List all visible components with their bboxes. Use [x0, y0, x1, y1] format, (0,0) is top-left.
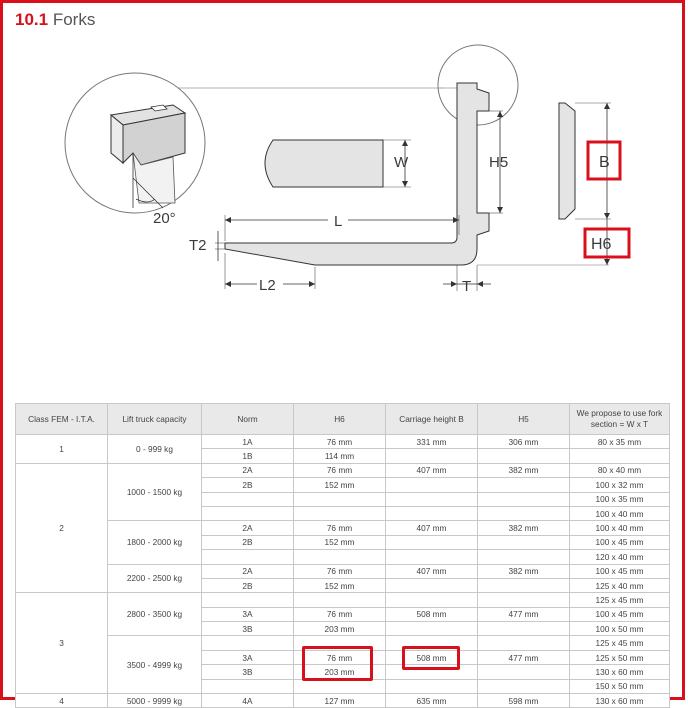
cell-h5: 306 mm — [478, 435, 570, 449]
cell-h5 — [478, 478, 570, 492]
cell-capacity: 1000 - 1500 kg — [108, 463, 202, 521]
table-row — [16, 463, 670, 477]
cell-capacity: 0 - 999 kg — [108, 435, 202, 464]
l2-label: L2 — [259, 277, 276, 294]
cell-carriage: 508 mm — [386, 607, 478, 621]
cell-section: 150 x 50 mm — [570, 679, 670, 693]
cell-norm: 2B — [202, 578, 294, 592]
cell-h6 — [294, 506, 386, 520]
cell-h5: 382 mm — [478, 521, 570, 535]
cell-capacity: 2200 - 2500 kg — [108, 564, 202, 593]
carriage-value-highlight — [402, 646, 460, 670]
cell-h5 — [478, 578, 570, 592]
h5-label: H5 — [489, 154, 509, 171]
section-name: Forks — [52, 10, 96, 29]
header-norm: Norm — [202, 404, 294, 435]
cell-h6 — [294, 492, 386, 506]
cell-section: 100 x 50 mm — [570, 622, 670, 636]
header-h5: H5 — [478, 404, 570, 435]
cell-h6: 76 mm — [294, 564, 386, 578]
header-h6: H6 — [294, 404, 386, 435]
cell-norm: 1A — [202, 435, 294, 449]
cell-h6: 203 mm — [294, 665, 386, 679]
cell-h6 — [294, 550, 386, 564]
cell-section: 125 x 40 mm — [570, 578, 670, 592]
cell-capacity: 1800 - 2000 kg — [108, 521, 202, 564]
cell-norm — [202, 492, 294, 506]
cell-carriage — [386, 535, 478, 549]
cell-norm: 2B — [202, 535, 294, 549]
cell-h6: 152 mm — [294, 535, 386, 549]
t-label: T — [462, 278, 472, 295]
cell-section: 100 x 45 mm — [570, 535, 670, 549]
cell-h6: 76 mm — [294, 463, 386, 477]
cell-norm: 1B — [202, 449, 294, 463]
cell-carriage — [386, 679, 478, 693]
cell-section: 125 x 45 mm — [570, 636, 670, 650]
cell-norm: 2A — [202, 463, 294, 477]
cell-h6: 76 mm — [294, 521, 386, 535]
table-row — [16, 593, 670, 607]
cell-h5 — [478, 449, 570, 463]
cell-norm: 3B — [202, 665, 294, 679]
cell-carriage: 635 mm — [386, 694, 478, 708]
cell-norm — [202, 550, 294, 564]
cell-h5 — [478, 593, 570, 607]
cell-norm: 2A — [202, 564, 294, 578]
cell-capacity: 2800 - 3500 kg — [108, 593, 202, 636]
cell-h5 — [478, 636, 570, 650]
cell-carriage: 508 mm — [386, 650, 478, 664]
hook-detail-circle — [438, 45, 518, 125]
cell-norm — [202, 679, 294, 693]
cell-h6: 76 mm — [294, 607, 386, 621]
header-carriage: Carriage height B — [386, 404, 478, 435]
cell-class: 4 — [16, 694, 108, 708]
header-section: We propose to use fork section = W x T — [570, 404, 670, 435]
cell-h6: 152 mm — [294, 578, 386, 592]
cell-h5: 382 mm — [478, 564, 570, 578]
header-capacity: Lift truck capacity — [108, 404, 202, 435]
fork-dimension-diagram — [3, 3, 688, 403]
cell-norm: 3A — [202, 607, 294, 621]
table-row — [16, 521, 670, 535]
cell-carriage — [386, 478, 478, 492]
cell-section: 80 x 35 mm — [570, 435, 670, 449]
cell-h5 — [478, 550, 570, 564]
cell-section: 100 x 35 mm — [570, 492, 670, 506]
cell-h6: 203 mm — [294, 622, 386, 636]
cell-section — [570, 449, 670, 463]
cell-carriage — [386, 492, 478, 506]
cell-h5 — [478, 492, 570, 506]
cell-h5 — [478, 679, 570, 693]
cell-section: 125 x 45 mm — [570, 593, 670, 607]
cell-h5: 477 mm — [478, 650, 570, 664]
cell-h5 — [478, 506, 570, 520]
cell-carriage — [386, 550, 478, 564]
cell-h6: 76 mm — [294, 435, 386, 449]
length-label: L — [334, 213, 343, 230]
cell-carriage: 331 mm — [386, 435, 478, 449]
cell-class: 2 — [16, 463, 108, 593]
cell-norm: 2A — [202, 521, 294, 535]
cell-section: 130 x 60 mm — [570, 694, 670, 708]
cell-norm: 3B — [202, 622, 294, 636]
cell-h5 — [478, 665, 570, 679]
cell-h6 — [294, 593, 386, 607]
cell-capacity: 5000 - 9999 kg — [108, 694, 202, 708]
cell-h5: 598 mm — [478, 694, 570, 708]
cell-carriage — [386, 506, 478, 520]
section-number: 10.1 — [15, 10, 49, 29]
cell-norm: 3A — [202, 650, 294, 664]
t2-label: T2 — [189, 237, 207, 254]
tip-detail-magnifier — [65, 73, 205, 213]
cell-h6: 152 mm — [294, 478, 386, 492]
cell-norm: 4A — [202, 694, 294, 708]
cell-capacity: 3500 - 4999 kg — [108, 636, 202, 694]
cell-carriage — [386, 449, 478, 463]
b-label: B — [599, 154, 610, 171]
cell-carriage — [386, 622, 478, 636]
cell-class: 3 — [16, 593, 108, 694]
cell-h6 — [294, 679, 386, 693]
table-row — [16, 694, 670, 708]
cell-section: 120 x 40 mm — [570, 550, 670, 564]
cell-section: 130 x 60 mm — [570, 665, 670, 679]
cell-h5 — [478, 535, 570, 549]
h6-values-highlight — [302, 646, 373, 681]
cell-h5: 382 mm — [478, 463, 570, 477]
angle-label: 20° — [153, 210, 176, 227]
cell-class: 1 — [16, 435, 108, 464]
cell-h5: 477 mm — [478, 607, 570, 621]
header-class: Class FEM - I.T.A. — [16, 404, 108, 435]
carriage-profile — [559, 103, 575, 219]
cell-carriage: 407 mm — [386, 564, 478, 578]
cell-section: 100 x 45 mm — [570, 607, 670, 621]
cell-section: 100 x 40 mm — [570, 521, 670, 535]
cell-h6: 76 mm — [294, 650, 386, 664]
cell-section: 125 x 50 mm — [570, 650, 670, 664]
width-label: W — [394, 154, 409, 171]
table-row — [16, 564, 670, 578]
cell-norm — [202, 593, 294, 607]
cell-section: 100 x 32 mm — [570, 478, 670, 492]
cell-carriage: 407 mm — [386, 521, 478, 535]
fork-cross-section — [265, 140, 411, 187]
cell-section: 100 x 40 mm — [570, 506, 670, 520]
cell-section: 80 x 40 mm — [570, 463, 670, 477]
table-header-row — [16, 404, 670, 435]
cell-h5 — [478, 622, 570, 636]
cell-norm: 2B — [202, 478, 294, 492]
cell-carriage: 407 mm — [386, 463, 478, 477]
h6-label: H6 — [591, 236, 612, 253]
cell-norm — [202, 636, 294, 650]
cell-h6: 114 mm — [294, 449, 386, 463]
cell-carriage — [386, 578, 478, 592]
cell-carriage — [386, 593, 478, 607]
cell-norm — [202, 506, 294, 520]
cell-h6: 127 mm — [294, 694, 386, 708]
table-row — [16, 435, 670, 449]
cell-section: 100 x 45 mm — [570, 564, 670, 578]
